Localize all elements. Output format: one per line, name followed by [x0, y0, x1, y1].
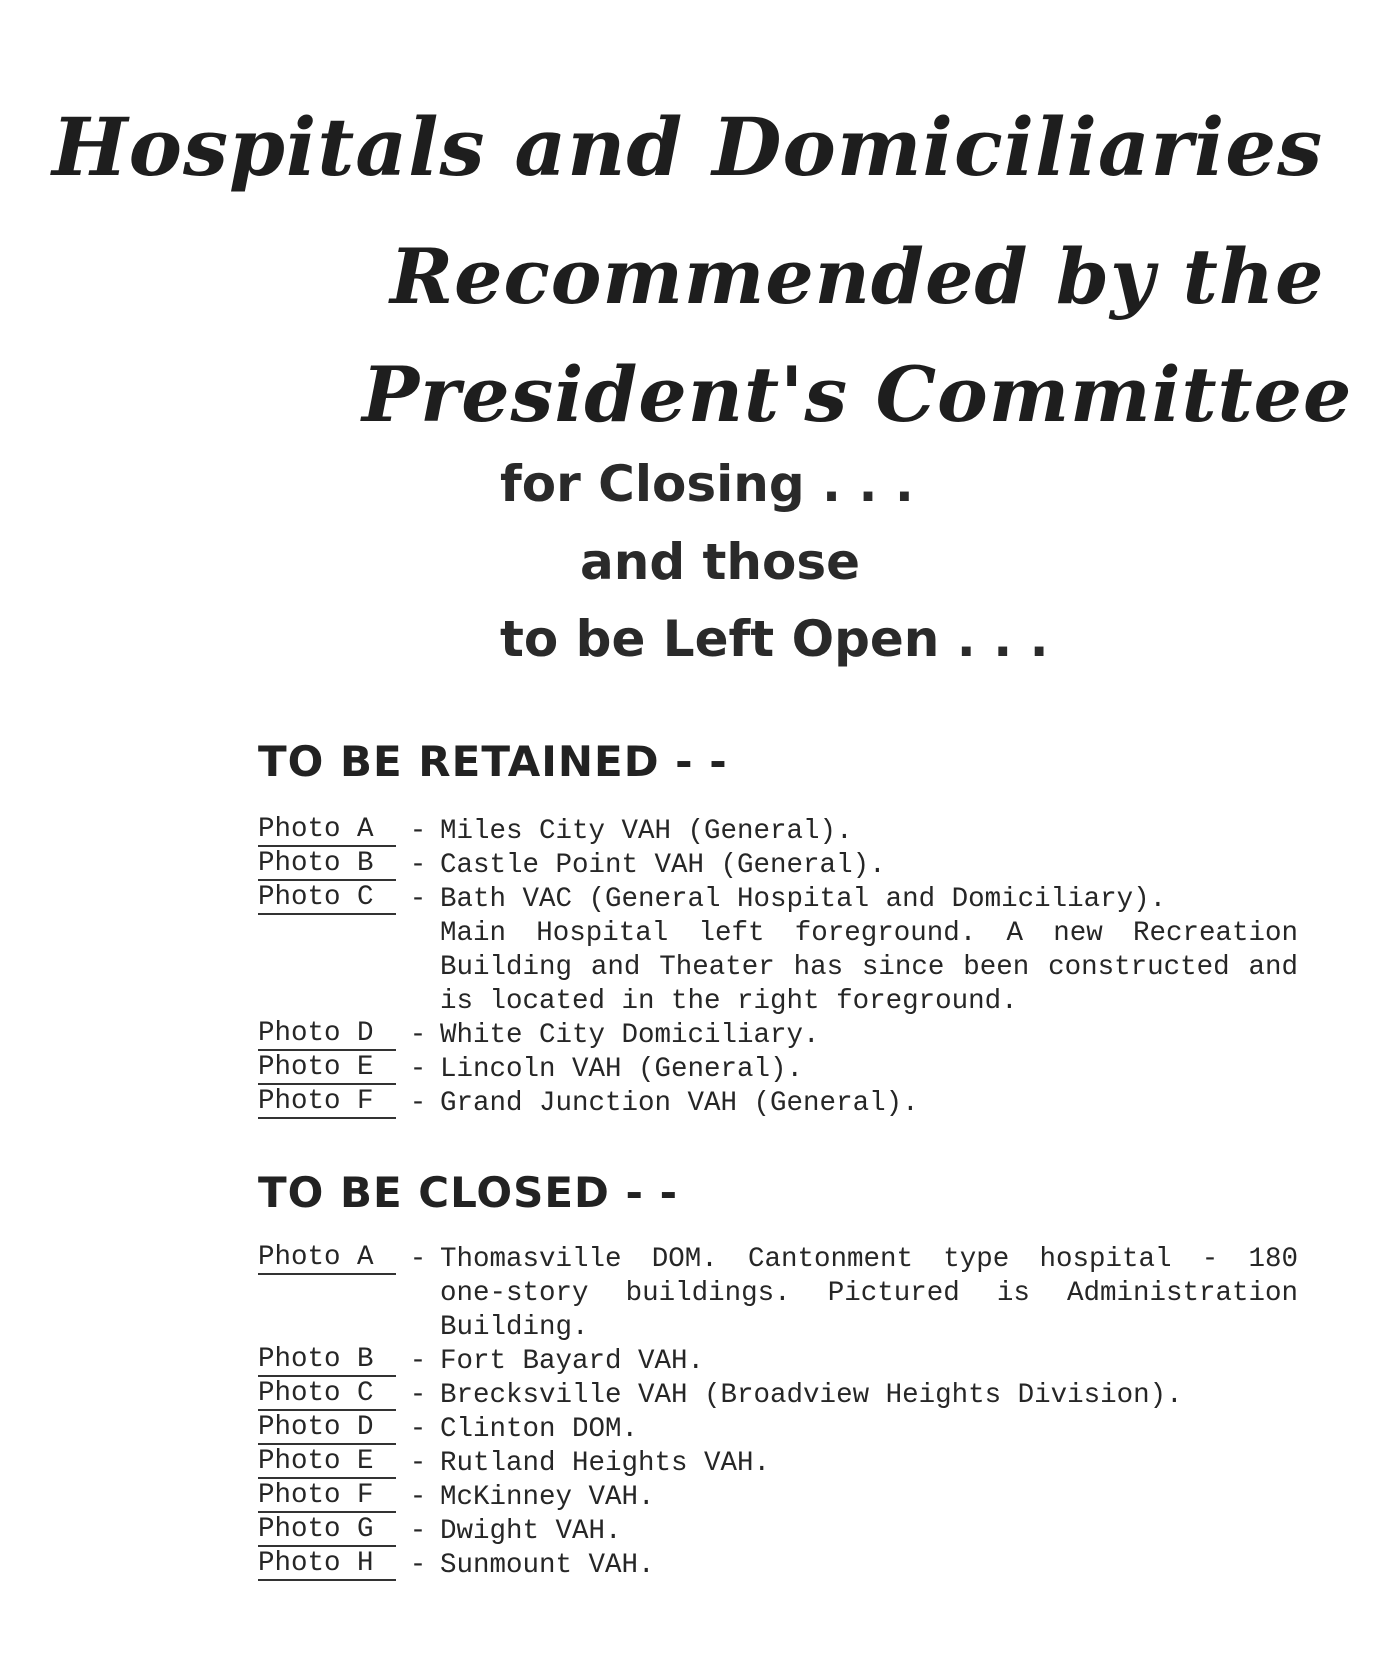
- closed-item: [258, 1345, 1298, 1379]
- separator: -: [409, 1550, 427, 1581]
- photo-label: Photo B: [258, 1345, 396, 1377]
- retained-item: [258, 883, 1298, 1019]
- closed-item: [258, 1447, 1298, 1481]
- separator: -: [409, 1516, 427, 1547]
- closed-item: [258, 1243, 1298, 1345]
- retained-list: [258, 815, 1298, 1121]
- title-line-3: President's Committee: [362, 350, 1353, 439]
- photo-description: Brecksville VAH (Broadview Heights Division).: [440, 1380, 1183, 1411]
- closed-item: [258, 1549, 1298, 1583]
- photo-label: Photo G: [258, 1515, 396, 1547]
- photo-label: Photo B: [258, 849, 396, 881]
- retained-heading: TO BE RETAINED - -: [258, 737, 728, 786]
- photo-label: Photo D: [258, 1413, 396, 1445]
- photo-label: Photo C: [258, 1379, 396, 1411]
- photo-description: Clinton DOM.: [440, 1414, 639, 1445]
- closed-item: [258, 1379, 1298, 1413]
- separator: -: [409, 1346, 427, 1377]
- photo-label: Photo A: [258, 1243, 396, 1275]
- photo-description-continued: Main Hospital left foreground. A new Recreation Building and Theater has since been constructed and is located in the right foreground.: [440, 918, 1298, 1017]
- photo-description: Dwight VAH.: [440, 1516, 622, 1547]
- photo-description: Miles City VAH (General).: [440, 816, 853, 847]
- separator: -: [409, 1448, 427, 1479]
- photo-description: Bath VAC (General Hospital and Domiciliary).: [440, 884, 1167, 915]
- photo-label: Photo E: [258, 1447, 396, 1479]
- separator: -: [409, 1020, 427, 1051]
- photo-description: Sunmount VAH.: [440, 1550, 655, 1581]
- separator: -: [409, 1244, 427, 1275]
- separator: -: [409, 1482, 427, 1513]
- photo-label: Photo D: [258, 1019, 396, 1051]
- photo-description: McKinney VAH.: [440, 1482, 655, 1513]
- subtitle-line-3: to be Left Open . . .: [500, 610, 1049, 668]
- closed-item: [258, 1413, 1298, 1447]
- subtitle-line-2: and those: [580, 533, 861, 591]
- photo-description: Rutland Heights VAH.: [440, 1448, 771, 1479]
- photo-description: Lincoln VAH (General).: [440, 1054, 804, 1085]
- closed-heading: TO BE CLOSED - -: [258, 1168, 679, 1217]
- photo-label: Photo F: [258, 1481, 396, 1513]
- photo-description: White City Domiciliary.: [440, 1020, 820, 1051]
- photo-description: Grand Junction VAH (General).: [440, 1088, 919, 1119]
- separator: -: [409, 1088, 427, 1119]
- separator: -: [409, 850, 427, 881]
- photo-label: Photo C: [258, 883, 396, 915]
- title-line-1: Hospitals and Domiciliaries: [52, 100, 1324, 194]
- retained-item: [258, 1053, 1298, 1087]
- photo-description: Fort Bayard VAH.: [440, 1346, 705, 1377]
- photo-description: Thomasville DOM. Cantonment type hospital - 180 one-story buildings. Pictured is Administration Building.: [440, 1244, 1298, 1343]
- retained-item: [258, 1019, 1298, 1053]
- subtitle-line-1: for Closing . . .: [500, 455, 914, 513]
- photo-label: Photo H: [258, 1549, 396, 1581]
- separator: -: [409, 1414, 427, 1445]
- separator: -: [409, 816, 427, 847]
- photo-description-block: [440, 883, 1298, 1019]
- title-line-2: Recommended by the: [390, 232, 1325, 321]
- separator: -: [409, 1054, 427, 1085]
- photo-description: Castle Point VAH (General).: [440, 850, 886, 881]
- closed-item: [258, 1481, 1298, 1515]
- retained-item: [258, 1087, 1298, 1121]
- retained-item: [258, 849, 1298, 883]
- closed-item: [258, 1515, 1298, 1549]
- closed-list: [258, 1243, 1298, 1583]
- photo-label: Photo F: [258, 1087, 396, 1119]
- separator: -: [409, 1380, 427, 1411]
- photo-label: Photo E: [258, 1053, 396, 1085]
- photo-label: Photo A: [258, 815, 396, 847]
- retained-item: [258, 815, 1298, 849]
- separator: -: [409, 884, 427, 915]
